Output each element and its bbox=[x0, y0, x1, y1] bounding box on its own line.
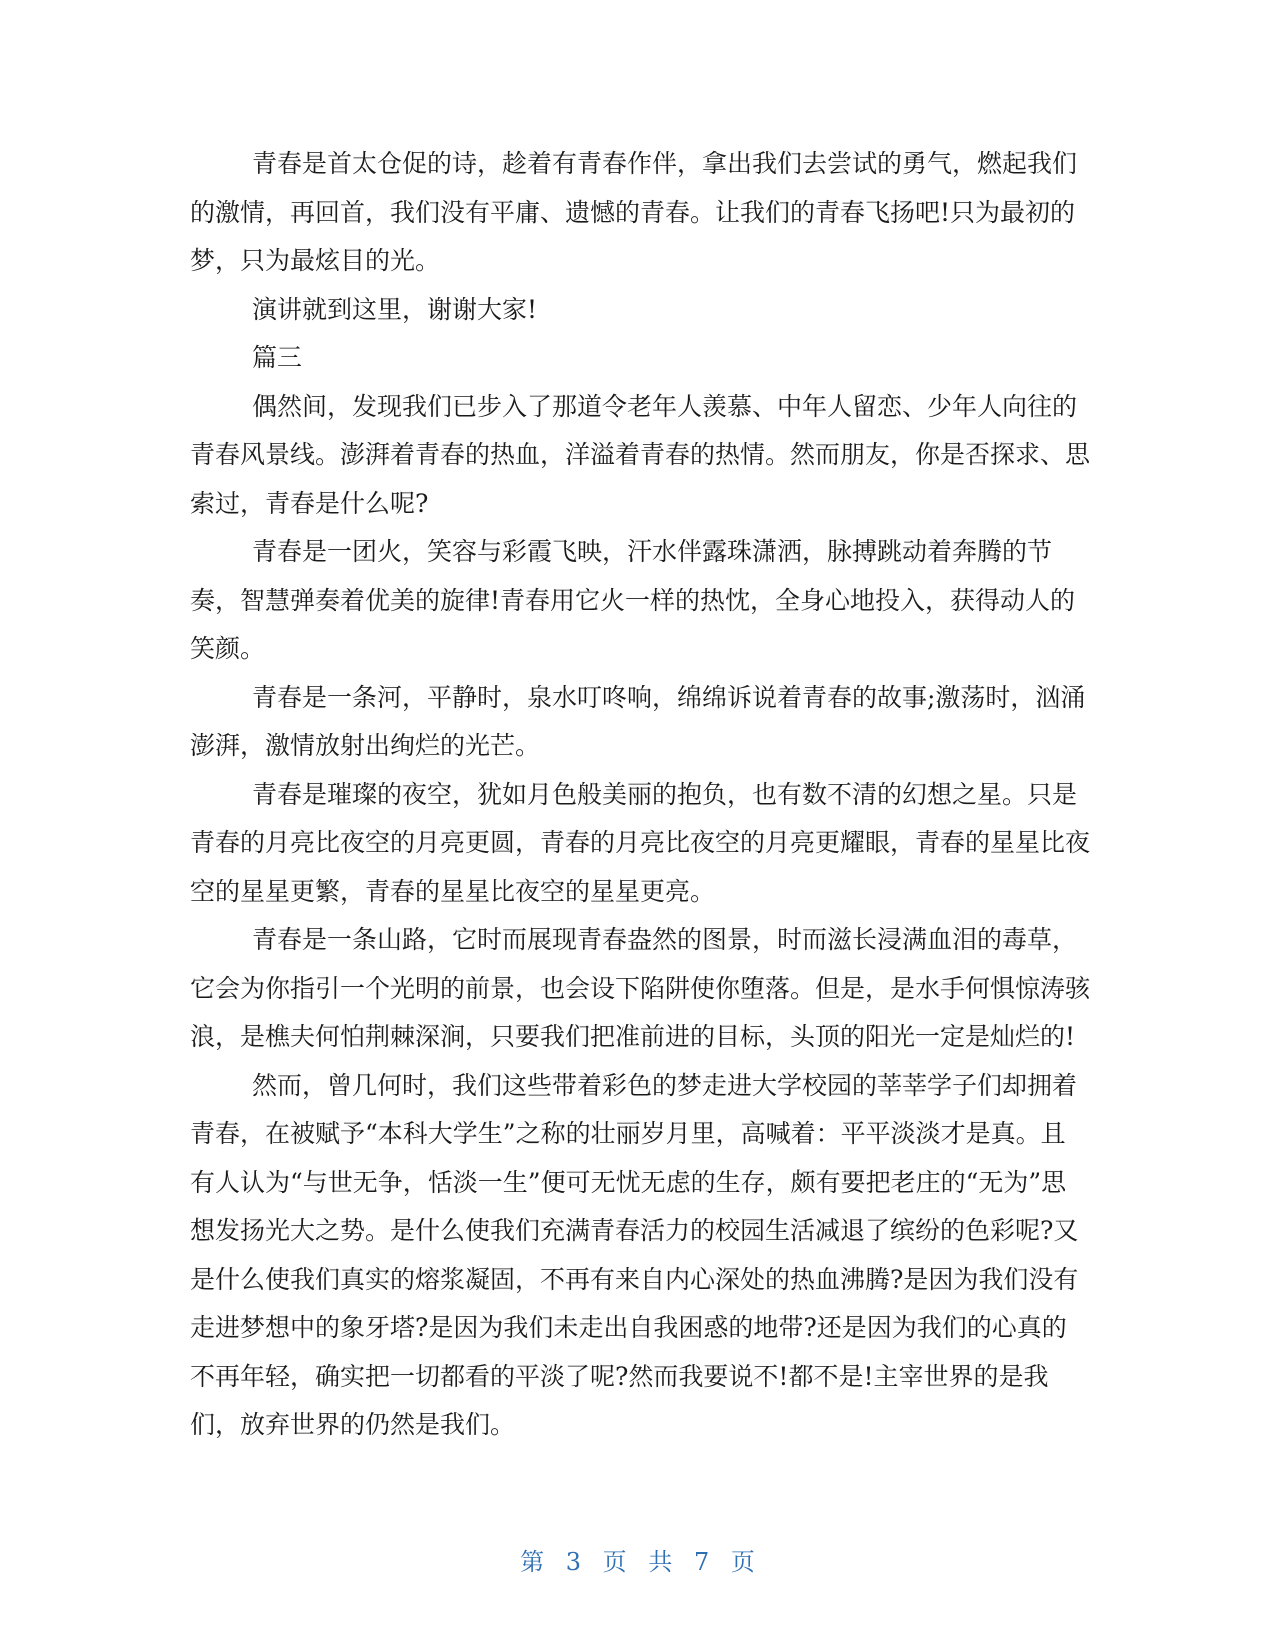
paragraph: 青春是一团火，笑容与彩霞飞映，汗水伴露珠潇洒，脉搏跳动着奔腾的节奏，智慧弹奏着优美的旋律!青春用它火一样的热忱，全身心地投入，获得动人的笑颜。 bbox=[190, 537, 1076, 663]
footer-total-label: 共 bbox=[648, 1548, 673, 1576]
paragraph: 偶然间，发现我们已步入了那道令老年人羡慕、中年人留恋、少年人向往的青春风景线。澎湃着青春的热血，洋溢着青春的热情。然而朋友，你是否探求、思索过，青春是什么呢? bbox=[190, 391, 1091, 518]
footer-current-page: 3 bbox=[565, 1548, 582, 1576]
paragraph: 青春是一条河，平静时，泉水叮咚响，绵绵诉说着青春的故事;激荡时，汹涌澎湃，激情放射出绚烂的光芒。 bbox=[190, 682, 1086, 760]
document-body bbox=[190, 140, 1090, 1450]
paragraph: 青春是首太仓促的诗，趁着有青春作伴，拿出我们去尝试的勇气，燃起我们的激情，再回首，我们没有平庸、遗憾的青春。让我们的青春飞扬吧!只为最初的梦，只为最炫目的光。 bbox=[190, 149, 1078, 275]
paragraph: 演讲就到这里，谢谢大家! bbox=[252, 294, 538, 324]
paragraph: 然而，曾几何时，我们这些带着彩色的梦走进大学校园的莘莘学子们却拥着青春，在被赋予“本科大学生”之称的壮丽岁月里，高喊着：平平淡淡才是真。且有人认为“与世无争，恬淡一生”便可无忧无虑的生存，颇有要把老庄的“无为”思想发扬光大之势。是什么使我们充满青春活力的校园生活减退了缤纷的色彩呢?又是什么使我们真实的熔浆凝固，不再有来自内心深处的热血沸腾?是因为我们没有走进梦想中的象牙塔?是因为我们未走出自我困惑的地带?还是因为我们的心真的不再年轻，确实把一切都看的平淡了呢?然而我要说不!都不是!主宰世界的是我们，放弃世界的仍然是我们。 bbox=[190, 1070, 1079, 1439]
footer-page-label: 第 bbox=[520, 1548, 545, 1576]
footer-page-unit: 页 bbox=[602, 1548, 627, 1576]
page-number-footer bbox=[0, 1546, 1275, 1578]
paragraph: 青春是一条山路，它时而展现青春盎然的图景，时而滋长浸满血泪的毒草，它会为你指引一个光明的前景，也会设下陷阱使你堕落。但是，是水手何惧惊涛骇浪，是樵夫何怕荆棘深涧，只要我们把准前进的目标，头顶的阳光一定是灿烂的! bbox=[190, 925, 1091, 1051]
footer-total-unit: 页 bbox=[730, 1548, 755, 1576]
paragraph: 青春是璀璨的夜空，犹如月色般美丽的抱负，也有数不清的幻想之星。只是青春的月亮比夜空的月亮更圆，青春的月亮比夜空的月亮更耀眼，青春的星星比夜空的星星更繁，青春的星星比夜空的星星更亮。 bbox=[190, 779, 1091, 906]
footer-total-pages: 7 bbox=[693, 1548, 710, 1576]
section-heading: 篇三 bbox=[252, 343, 303, 372]
